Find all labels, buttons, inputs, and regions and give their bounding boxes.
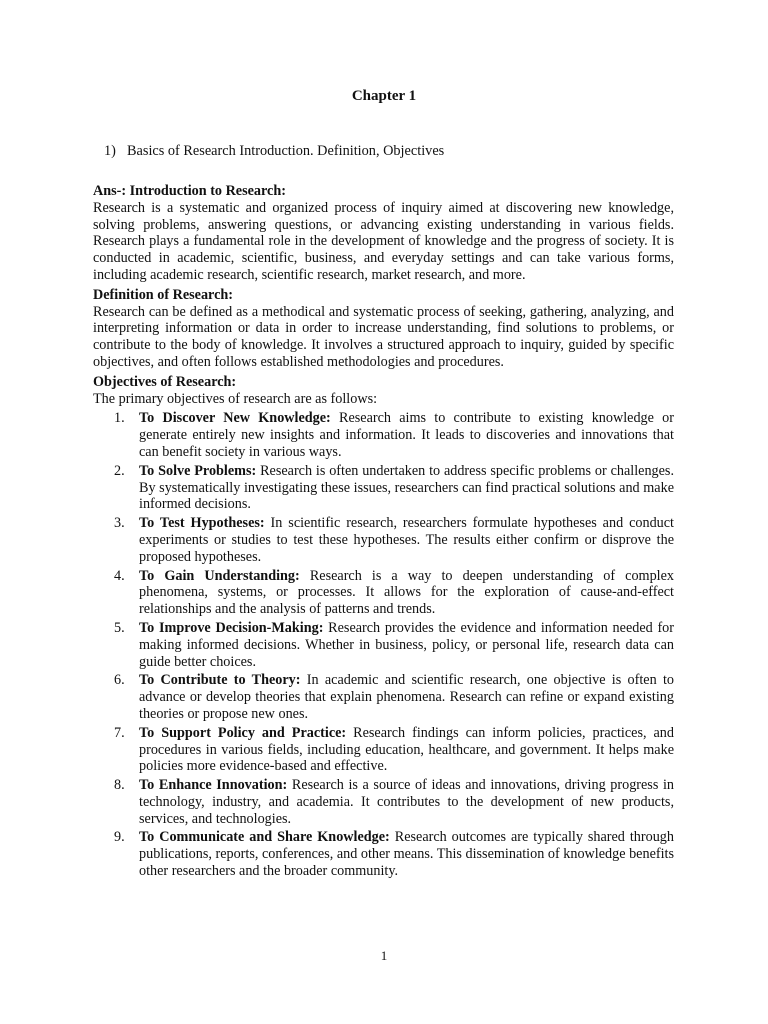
item-title: To Discover New Knowledge: (139, 410, 331, 427)
page-number: 1 (380, 948, 388, 963)
list-item (93, 568, 674, 618)
item-title: To Test Hypotheses: (139, 515, 265, 532)
item-text: Research is a source of ideas and innovations, driving progress in technology, industry, and academia. It contributes to the development of new products, services, and technologies. (139, 777, 674, 827)
item-number: 8. (114, 777, 125, 794)
item-text: Research aims to contribute to existing knowledge or generate entirely new insights and information. It leads to discoveries and innovations that can benefit society in various ways. (139, 410, 674, 460)
list-item (93, 829, 674, 879)
item-number: 7. (114, 724, 125, 741)
item-number: 3. (114, 515, 125, 532)
question-number: 1) (104, 143, 116, 159)
item-text: Research outcomes are typically shared through publications, reports, conferences, and other means. This dissemination of knowledge benefits other researchers and the broader community. (139, 829, 674, 880)
list-item (93, 410, 674, 460)
objectives-heading: Objectives of Research: (93, 373, 237, 390)
item-number: 2. (114, 462, 125, 479)
item-title: To Gain Understanding: (139, 567, 300, 584)
definition-paragraph: Research can be defined as a methodical and systematic process of seeking, gathering, analyzing, and interpreting information or data in order to increase understanding, find solutions to problems, or contribute to the body of knowledge. It involves a structured approach to inquiry, guided by specific objectives, and often follows established methodologies and procedures. (93, 303, 674, 370)
item-text: Research is often undertaken to address specific problems or challenges. By systematically investigating these issues, researchers can find practical solutions and make informed decisions. (139, 462, 674, 513)
question-text: Basics of Research Introduction. Definition, Objectives (127, 143, 445, 159)
item-text: In academic and scientific research, one objective is often to advance or develop theories that explain phenomena. Research can refine or expand existing theories or propose new ones. (139, 672, 675, 722)
item-text: Research is a way to deepen understanding of complex phenomena, systems, or processes. It allows for the exploration of cause-and-effect relationships and the analysis of patterns and trends. (139, 567, 674, 618)
question-heading (104, 143, 444, 160)
list-item (93, 463, 674, 513)
chapter-title: Chapter 1 (351, 88, 417, 104)
intro-heading: Ans-: Introduction to Research: (93, 183, 286, 199)
objectives-list (93, 410, 674, 880)
item-number: 4. (114, 567, 125, 584)
item-title: To Communicate and Share Knowledge: (139, 829, 390, 846)
item-title: To Improve Decision-Making: (139, 619, 324, 636)
list-item (93, 725, 674, 775)
item-title: To Solve Problems: (139, 462, 257, 479)
item-title: To Contribute to Theory: (139, 672, 301, 689)
list-item (93, 672, 674, 722)
item-text: Research provides the evidence and information needed for making informed decisions. Whether in business, policy, or personal life, research data can guide better choices. (139, 619, 674, 670)
item-title: To Enhance Innovation: (139, 777, 288, 794)
list-item (93, 777, 674, 827)
objectives-lead: The primary objectives of research are as follows: (93, 390, 378, 407)
definition-heading: Definition of Research: (93, 286, 234, 303)
item-number: 1. (114, 410, 125, 427)
item-number: 5. (114, 619, 125, 636)
answer-body (93, 183, 674, 882)
item-text: In scientific research, researchers formulate hypotheses and conduct experiments or studies to test these hypotheses. The results either confirm or disprove the proposed hypotheses. (139, 515, 674, 565)
item-number: 9. (114, 829, 125, 846)
list-item (93, 515, 674, 565)
item-title: To Support Policy and Practice: (139, 724, 347, 741)
intro-paragraph: Research is a systematic and organized process of inquiry aimed at discovering new knowledge, solving problems, answering questions, or advancing existing understanding in various fields. Research plays a fundamental role in the development of knowledge and the progress of society. It is conducted in academic, scientific, business, and everyday settings and can take various forms, including academic research, scientific research, market research, and more. (93, 199, 674, 283)
item-number: 6. (114, 672, 125, 689)
item-text: Research findings can inform policies, practices, and procedures in various fields, including education, healthcare, and government. It helps make policies more evidence-based and effective. (139, 724, 674, 775)
list-item (93, 620, 674, 670)
